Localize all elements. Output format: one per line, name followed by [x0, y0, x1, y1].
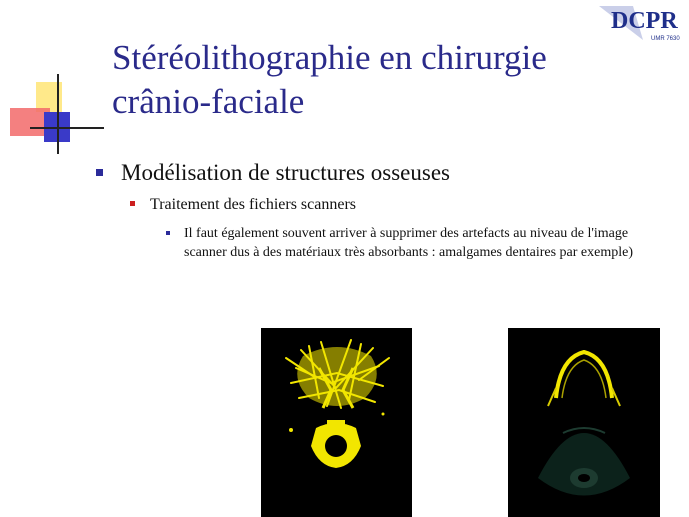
bullet-level-1: [96, 160, 450, 186]
bullet-square-icon: [130, 201, 135, 206]
slide-title: [112, 36, 672, 124]
title-line-2: crânio-faciale: [112, 82, 305, 121]
title-line-1: Stéréolithographie en chirurgie: [112, 38, 547, 77]
logo-text: DCPR: [611, 8, 678, 34]
bullet-level-3-text: Il faut également souvent arriver à supprimer des artefacts au niveau de l'image scanner dus à des matériaux très absorbants : amalgames dentaires par exemple): [184, 226, 633, 260]
logo-subtext: UMR 7630: [651, 36, 680, 42]
decorative-squares: [0, 70, 110, 160]
bullet-level-3: [166, 224, 666, 262]
bullet-level-1-text: Modélisation de structures osseuses: [121, 160, 450, 185]
bullet-level-2: [130, 196, 356, 214]
ct-scan-image-cleaned: [508, 328, 660, 517]
ct-scan-image-artifacts: [261, 328, 412, 517]
bullet-level-2-text: Traitement des fichiers scanners: [150, 196, 357, 213]
bullet-square-icon: [166, 231, 170, 235]
bullet-square-icon: [96, 169, 103, 176]
